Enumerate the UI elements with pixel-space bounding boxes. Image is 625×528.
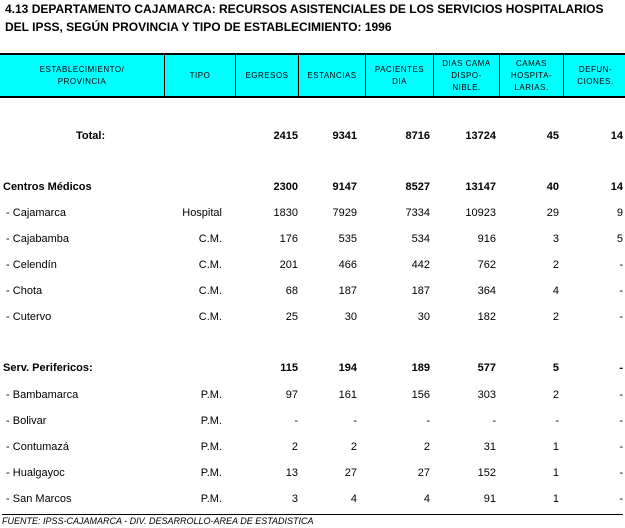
cell-egresos: 3 (291, 493, 298, 505)
cell-tipo: P.M. (200, 441, 222, 453)
cell-pacientes: 8527 (405, 181, 430, 193)
table-title-line-1: 4.13 DEPARTAMENTO CAJAMARCA: RECURSOS ASISTENCIALES DE LOS SERVICIOS HOSPITALARIOS (5, 2, 604, 16)
header-pacientes-dia-line: PACIENTES (374, 64, 425, 74)
cell-dias-cama: 762 (477, 259, 496, 271)
cell-estancias: 161 (338, 389, 357, 401)
header-camas-line: LARIAS. (514, 82, 549, 92)
cell-camas: 2 (552, 259, 559, 271)
cell-defunciones: - (619, 259, 623, 271)
cell-egresos: 25 (285, 311, 298, 323)
cell-pacientes: 30 (417, 311, 430, 323)
cell-pacientes: 156 (411, 389, 430, 401)
table-row (0, 181, 625, 197)
cell-egresos: 13 (285, 467, 298, 479)
table-row (0, 389, 625, 405)
row-label: - Cajamarca (3, 207, 66, 219)
cell-dias-cama: 13724 (465, 130, 496, 142)
header-camas-line: CAMAS (516, 58, 547, 68)
cell-pacientes: 187 (411, 285, 430, 297)
cell-dias-cama: 13147 (465, 181, 496, 193)
cell-camas: 1 (552, 467, 559, 479)
cell-egresos: 176 (279, 233, 298, 245)
cell-pacientes: - (426, 415, 430, 427)
cell-estancias: 4 (350, 493, 357, 505)
header-defunciones-line: CIONES. (577, 76, 614, 86)
cell-camas: 45 (546, 130, 559, 142)
row-label: - Chota (3, 285, 43, 297)
table-row (0, 415, 625, 431)
table-header (0, 53, 625, 98)
header-estancias (298, 55, 365, 96)
cell-egresos: 2415 (273, 130, 298, 142)
header-defunciones (563, 55, 625, 96)
header-pacientes-dia-line: DIA (392, 76, 407, 86)
cell-egresos: - (294, 415, 298, 427)
cell-pacientes: 189 (411, 362, 430, 374)
cell-estancias: 535 (338, 233, 357, 245)
cell-defunciones: 5 (616, 233, 623, 245)
table-row (0, 130, 625, 146)
header-estancias-line: ESTANCIAS (307, 70, 357, 80)
cell-defunciones: - (619, 389, 623, 401)
row-label: - Cajabamba (3, 233, 70, 245)
source-footnote: FUENTE: IPSS-CAJAMARCA - DIV. DESARROLLO-AREA DE ESTADISTICA (2, 514, 623, 526)
cell-camas: - (555, 415, 559, 427)
cell-egresos: 68 (285, 285, 298, 297)
cell-defunciones: - (619, 362, 623, 374)
cell-pacientes: 2 (423, 441, 430, 453)
cell-estancias: 2 (350, 441, 357, 453)
cell-camas: 29 (546, 207, 559, 219)
cell-egresos: 2 (291, 441, 298, 453)
header-egresos-line: EGRESOS (245, 70, 289, 80)
cell-tipo: C.M. (198, 259, 222, 271)
header-establecimiento-line: ESTABLECIMIENTO/ (39, 64, 125, 74)
header-tipo (164, 55, 235, 96)
header-dias-cama-line: NIBLE. (452, 82, 481, 92)
row-label: Serv. Perifericos: (3, 362, 93, 374)
table-row (0, 467, 625, 483)
row-label: - Contumazá (3, 441, 70, 453)
cell-estancias: 9147 (332, 181, 357, 193)
header-tipo-line: TIPO (189, 70, 211, 80)
cell-camas: 4 (552, 285, 559, 297)
row-label: - Hualgayoc (3, 467, 65, 479)
table-row (0, 207, 625, 223)
cell-tipo: P.M. (200, 493, 222, 505)
cell-estancias: 30 (344, 311, 357, 323)
cell-defunciones: 14 (610, 130, 623, 142)
cell-dias-cama: 10923 (465, 207, 496, 219)
row-label: - Bolivar (3, 415, 47, 427)
row-label: Centros Médicos (3, 181, 92, 193)
cell-estancias: 466 (338, 259, 357, 271)
cell-defunciones: - (619, 441, 623, 453)
cell-camas: 1 (552, 441, 559, 453)
table-row (0, 362, 625, 378)
row-label: - Bambamarca (3, 389, 79, 401)
header-dias-cama (433, 55, 499, 96)
cell-egresos: 2300 (273, 181, 298, 193)
cell-defunciones: 9 (616, 207, 623, 219)
cell-tipo: P.M. (200, 415, 222, 427)
cell-egresos: 201 (279, 259, 298, 271)
header-establecimiento-line: PROVINCIA (57, 76, 107, 86)
cell-defunciones: - (619, 285, 623, 297)
header-dias-cama-line: DIAS CAMA (442, 58, 491, 68)
cell-pacientes: 7334 (405, 207, 430, 219)
table-row (0, 285, 625, 301)
row-label: - Celendín (3, 259, 57, 271)
cell-tipo: C.M. (198, 311, 222, 323)
cell-pacientes: 442 (411, 259, 430, 271)
cell-defunciones: - (619, 493, 623, 505)
cell-dias-cama: - (492, 415, 496, 427)
row-label: - Cutervo (3, 311, 52, 323)
cell-camas: 1 (552, 493, 559, 505)
cell-dias-cama: 91 (483, 493, 496, 505)
cell-dias-cama: 577 (477, 362, 496, 374)
cell-tipo: P.M. (200, 389, 222, 401)
header-pacientes-dia (365, 55, 433, 96)
cell-dias-cama: 182 (477, 311, 496, 323)
cell-dias-cama: 916 (477, 233, 496, 245)
row-label: Total: (76, 130, 106, 142)
cell-estancias: 7929 (332, 207, 357, 219)
cell-dias-cama: 303 (477, 389, 496, 401)
row-label: - San Marcos (3, 493, 72, 505)
cell-tipo: Hospital (182, 207, 222, 219)
cell-tipo: P.M. (200, 467, 222, 479)
cell-estancias: - (353, 415, 357, 427)
cell-estancias: 187 (338, 285, 357, 297)
header-egresos (235, 55, 298, 96)
cell-pacientes: 4 (423, 493, 430, 505)
cell-dias-cama: 364 (477, 285, 496, 297)
cell-pacientes: 27 (417, 467, 430, 479)
cell-tipo: C.M. (198, 233, 222, 245)
cell-dias-cama: 152 (477, 467, 496, 479)
header-defunciones-line: DEFUN- (578, 64, 613, 74)
cell-defunciones: 14 (610, 181, 623, 193)
header-camas (499, 55, 563, 96)
table-row (0, 493, 625, 509)
cell-egresos: 1830 (273, 207, 298, 219)
cell-egresos: 115 (280, 362, 298, 374)
cell-defunciones: - (619, 415, 623, 427)
cell-camas: 2 (552, 389, 559, 401)
cell-estancias: 9341 (332, 130, 357, 142)
table-row (0, 311, 625, 327)
cell-estancias: 194 (338, 362, 357, 374)
cell-pacientes: 8716 (405, 130, 430, 142)
cell-camas: 5 (552, 362, 559, 374)
table-title-line-2: DEL IPSS, SEGÚN PROVINCIA Y TIPO DE ESTABLECIMIENTO: 1996 (5, 20, 392, 34)
cell-estancias: 27 (344, 467, 357, 479)
header-camas-line: HOSPITA- (510, 70, 553, 80)
cell-camas: 40 (546, 181, 559, 193)
cell-defunciones: - (619, 467, 623, 479)
cell-camas: 2 (552, 311, 559, 323)
header-establecimiento (0, 55, 164, 96)
cell-egresos: 97 (285, 389, 298, 401)
cell-pacientes: 534 (411, 233, 430, 245)
cell-camas: 3 (552, 233, 559, 245)
header-dias-cama-line: DISPO- (451, 70, 482, 80)
table-row (0, 233, 625, 249)
table-row (0, 259, 625, 275)
cell-dias-cama: 31 (483, 441, 496, 453)
table-row (0, 441, 625, 457)
cell-defunciones: - (619, 311, 623, 323)
cell-tipo: C.M. (198, 285, 222, 297)
